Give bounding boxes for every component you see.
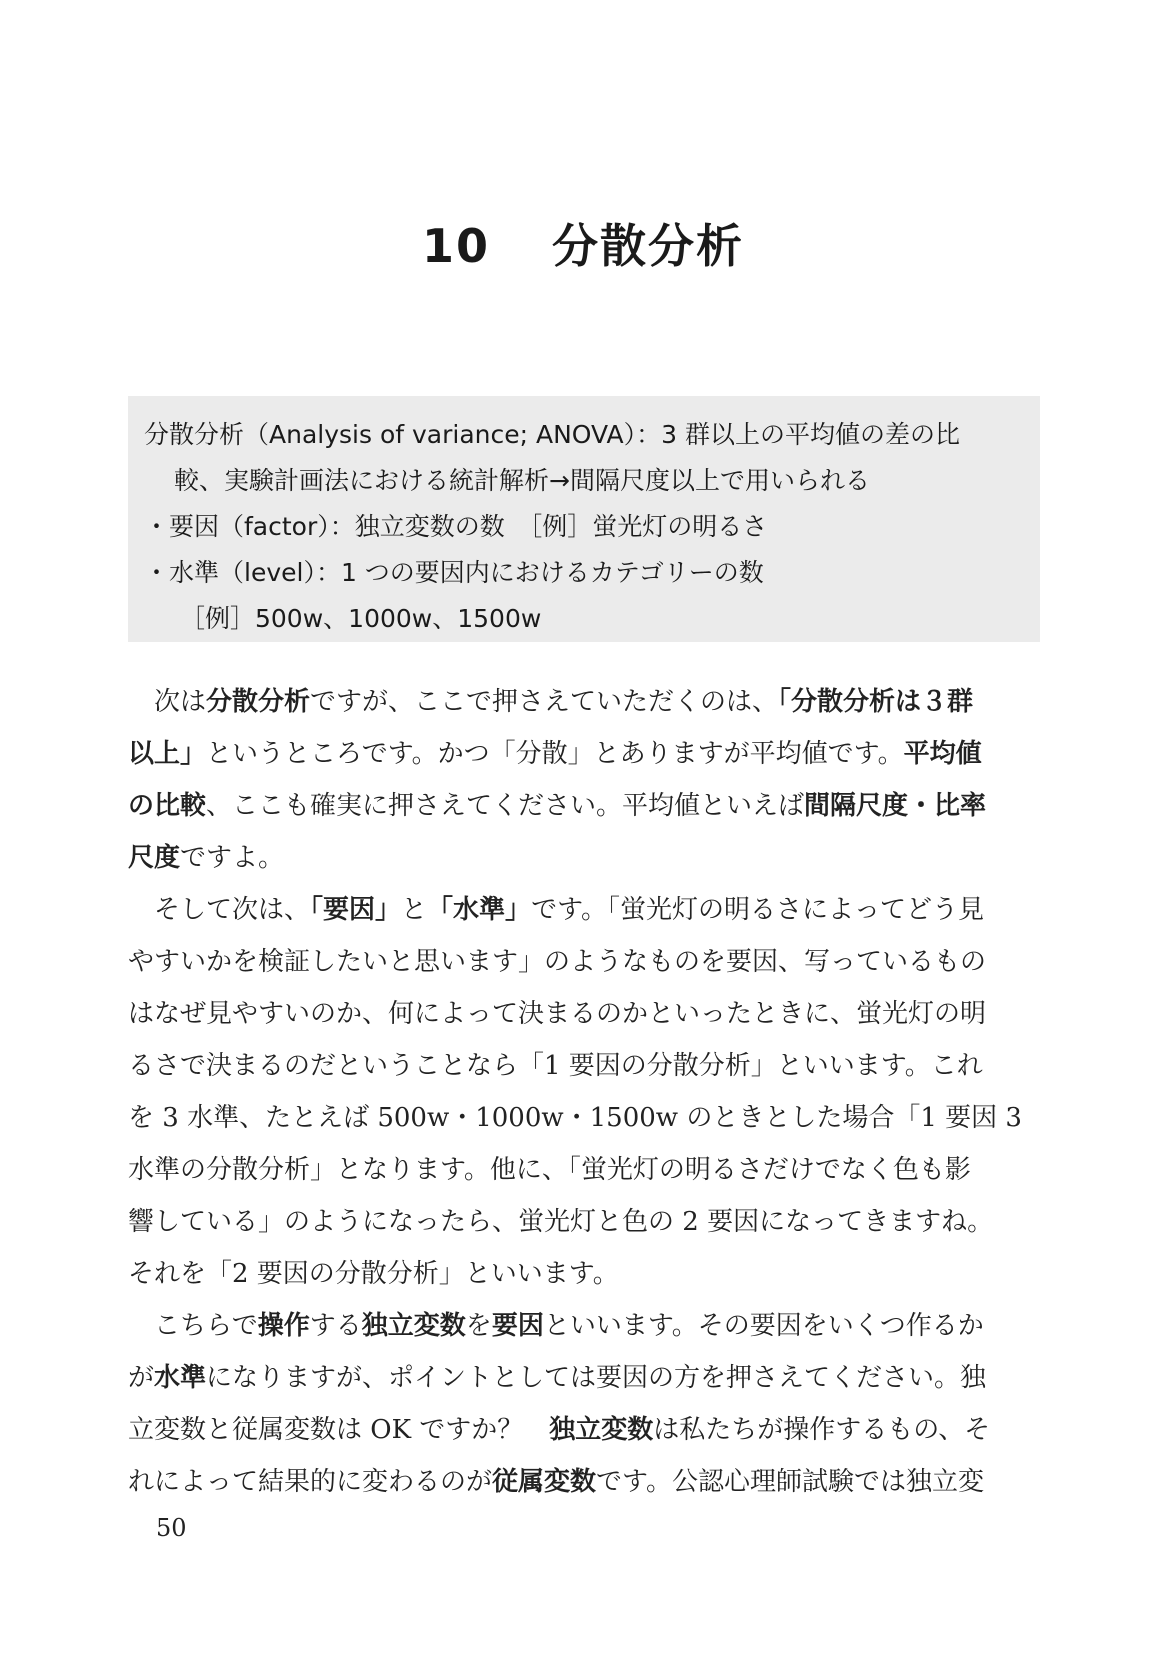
- bold-text: 操作: [257, 1311, 310, 1341]
- summary-bullet-level-example: ［例］500w、1000w、1500w: [180, 604, 542, 633]
- text-span: 立変数と従属変数は OK ですか？: [128, 1415, 550, 1445]
- text-span: ですが、ここで押さえていただくのは、: [310, 687, 779, 717]
- summary-line-1: 分散分析（Analysis of variance; ANOVA）：3 群以上の平均値の差の比: [144, 420, 960, 449]
- body-line: それを「2 要因の分散分析」といいます。: [128, 1259, 619, 1289]
- text-span: 次は: [128, 687, 207, 717]
- bold-text: の比較: [128, 791, 207, 821]
- body-line: [128, 832, 1048, 884]
- bold-text: 独立変数: [549, 1415, 654, 1445]
- bold-text: 水準: [154, 1363, 207, 1393]
- summary-bullet-factor: ・要因（factor）：独立変数の数 ［例］蛍光灯の明るさ: [144, 512, 768, 541]
- chapter-title: 分散分析: [552, 219, 744, 273]
- body-line: [128, 676, 1048, 728]
- chapter-number: 10: [421, 219, 490, 273]
- body-line: を 3 水準、たとえば 500w・1000w・1500w のときとした場合「1 要因 3: [128, 1103, 1022, 1133]
- bold-text: 従属変数: [492, 1467, 597, 1497]
- text-span: ですよ。: [180, 843, 285, 873]
- text-span: は私たちが操作するもの、そ: [653, 1415, 991, 1445]
- summary-line-2: 較、実験計画法における統計解析→間隔尺度以上で用いられる: [174, 466, 870, 495]
- bold-text: 「要因」: [310, 895, 402, 925]
- text-span: です。公認心理師試験では独立変: [596, 1467, 984, 1497]
- text-span: を: [465, 1311, 492, 1341]
- summary-box: [128, 396, 1040, 642]
- body-line: 水準の分散分析」となります。他に、「蛍光灯の明るさだけでなく色も影: [128, 1155, 971, 1185]
- body-line: [128, 1352, 1048, 1404]
- text-span: というところです。かつ「分散」とありますが平均値です。: [206, 739, 904, 769]
- bold-text: 「分散分析は３群: [778, 687, 974, 717]
- text-span: れによって結果的に変わるのが: [128, 1467, 493, 1497]
- body-line: [128, 1404, 1048, 1456]
- bold-text: 独立変数: [361, 1311, 466, 1341]
- body-line: [128, 728, 1048, 780]
- text-span: そして次は、: [128, 895, 311, 925]
- text-span: こちらで: [128, 1311, 258, 1341]
- page-number: 50: [156, 1514, 187, 1542]
- text-span: になりますが、ポイントとしては要因の方を押さえてください。独: [206, 1363, 987, 1393]
- body-line: はなぜ見やすいのか、何によって決まるのかといったときに、蛍光灯の明: [128, 999, 987, 1029]
- text-span: が: [128, 1363, 155, 1393]
- text-span: です。「蛍光灯の明るさによってどう見: [531, 895, 984, 925]
- bold-text: 「水準」: [427, 895, 532, 925]
- body-text: [128, 676, 1048, 1508]
- bold-text: 分散分析: [206, 687, 311, 717]
- body-line: [128, 1300, 1048, 1352]
- bold-text: 以上」: [128, 739, 207, 769]
- body-line: 響している」のようになったら、蛍光灯と色の 2 要因になってきますね。: [128, 1207, 994, 1237]
- body-line: やすいかを検証したいと思います」のようなものを要因、写っているもの: [128, 947, 987, 977]
- bold-text: 間隔尺度・比率: [804, 791, 987, 821]
- text-span: といいます。その要因をいくつ作るか: [543, 1311, 984, 1341]
- body-line: [128, 780, 1048, 832]
- body-line: [128, 1456, 1048, 1508]
- chapter-heading: [0, 210, 1166, 276]
- summary-bullet-level: ・水準（level）：1 つの要因内におけるカテゴリーの数: [144, 558, 764, 587]
- bold-text: 平均値: [903, 739, 982, 769]
- text-span: と: [401, 895, 428, 925]
- text-span: 、ここも確実に押さえてください。平均値といえば: [206, 791, 805, 821]
- body-line: るさで決まるのだということなら「1 要因の分散分析」といいます。これ: [128, 1051, 983, 1081]
- bold-text: 尺度: [128, 843, 181, 873]
- text-span: する: [309, 1311, 362, 1341]
- bold-text: 要因: [491, 1311, 544, 1341]
- body-line: [128, 884, 1048, 936]
